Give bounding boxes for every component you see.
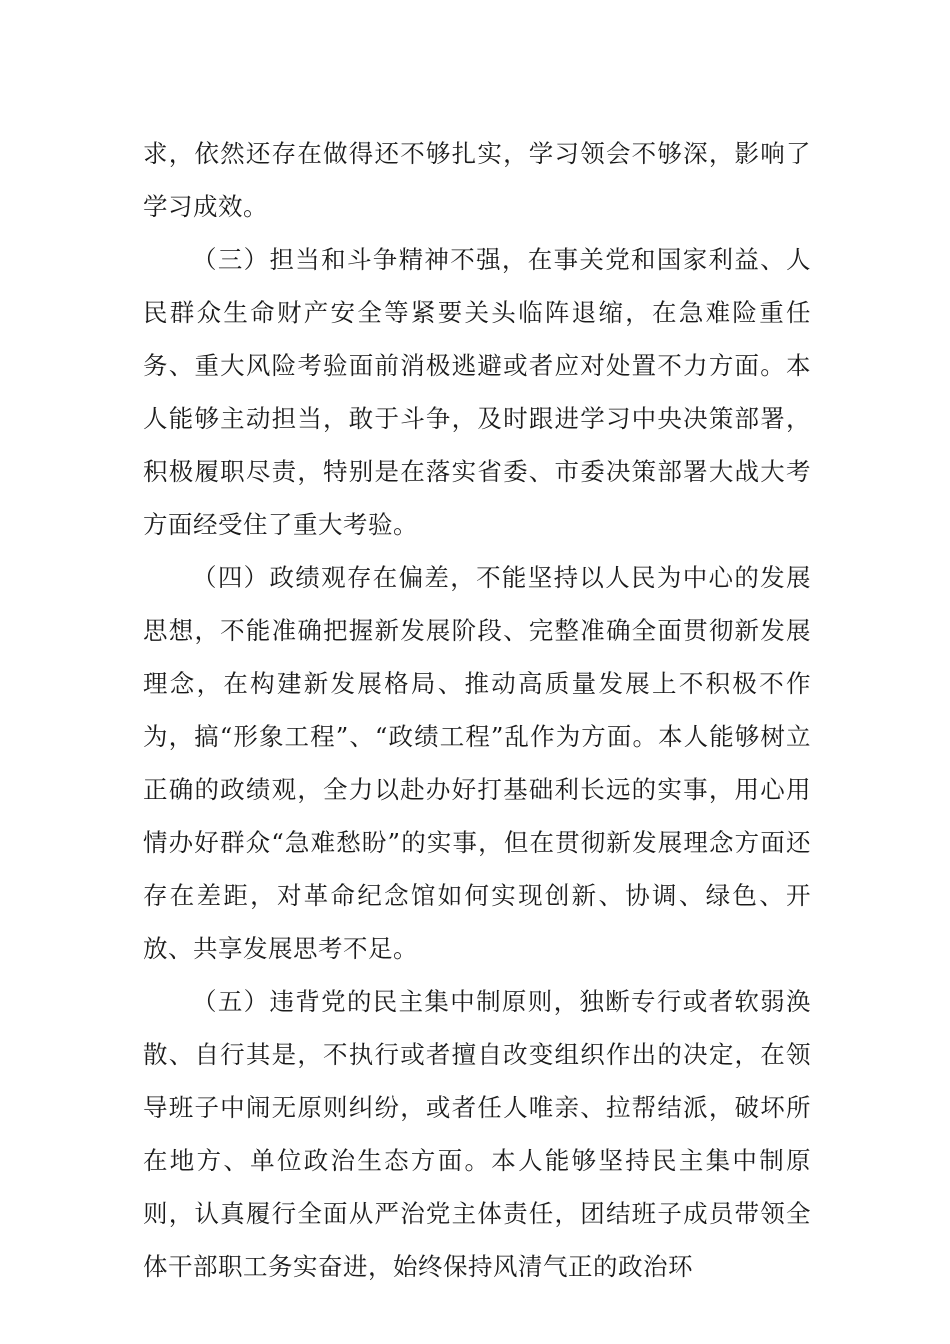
paragraph-continuation: 求，依然还存在做得还不够扎实，学习领会不够深，影响了学习成效。: [143, 139, 811, 221]
paragraph-section-five: （五）违背党的民主集中制原则，独断专行或者软弱涣散、自行其是，不执行或者擅自改变组织作出的决定，在领导班子中闹无原则纠纷，或者任人唯亲、拉帮结派，破坏所在地方、单位政治生态方面。本人能够坚持民主集中制原则，认真履行全面从严治党主体责任，团结班子成员带领全体干部职工务实奋进，始终保持风清气正的政治环: [143, 987, 811, 1281]
paragraph-section-four: （四）政绩观存在偏差，不能坚持以人民为中心的发展思想，不能准确把握新发展阶段、完整准确全面贯彻新发展理念，在构建新发展格局、推动高质量发展上不积极不作为，搞“形象工程”、“政绩工程”乱作为方面。本人能够树立正确的政绩观，全力以赴办好打基础利长远的实事，用心用情办好群众“急难愁盼”的实事，但在贯彻新发展理念方面还存在差距，对革命纪念馆如何实现创新、协调、绿色、开放、共享发展思考不足。: [143, 563, 811, 963]
paragraph-section-three: （三）担当和斗争精神不强，在事关党和国家利益、人民群众生命财产安全等紧要关头临阵退缩，在急难险重任务、重大风险考验面前消极逃避或者应对处置不力方面。本人能够主动担当，敢于斗争，及时跟进学习中央决策部署，积极履职尽责，特别是在落实省委、市委决策部署大战大考方面经受住了重大考验。: [143, 245, 811, 539]
body-text: [143, 127, 811, 1293]
